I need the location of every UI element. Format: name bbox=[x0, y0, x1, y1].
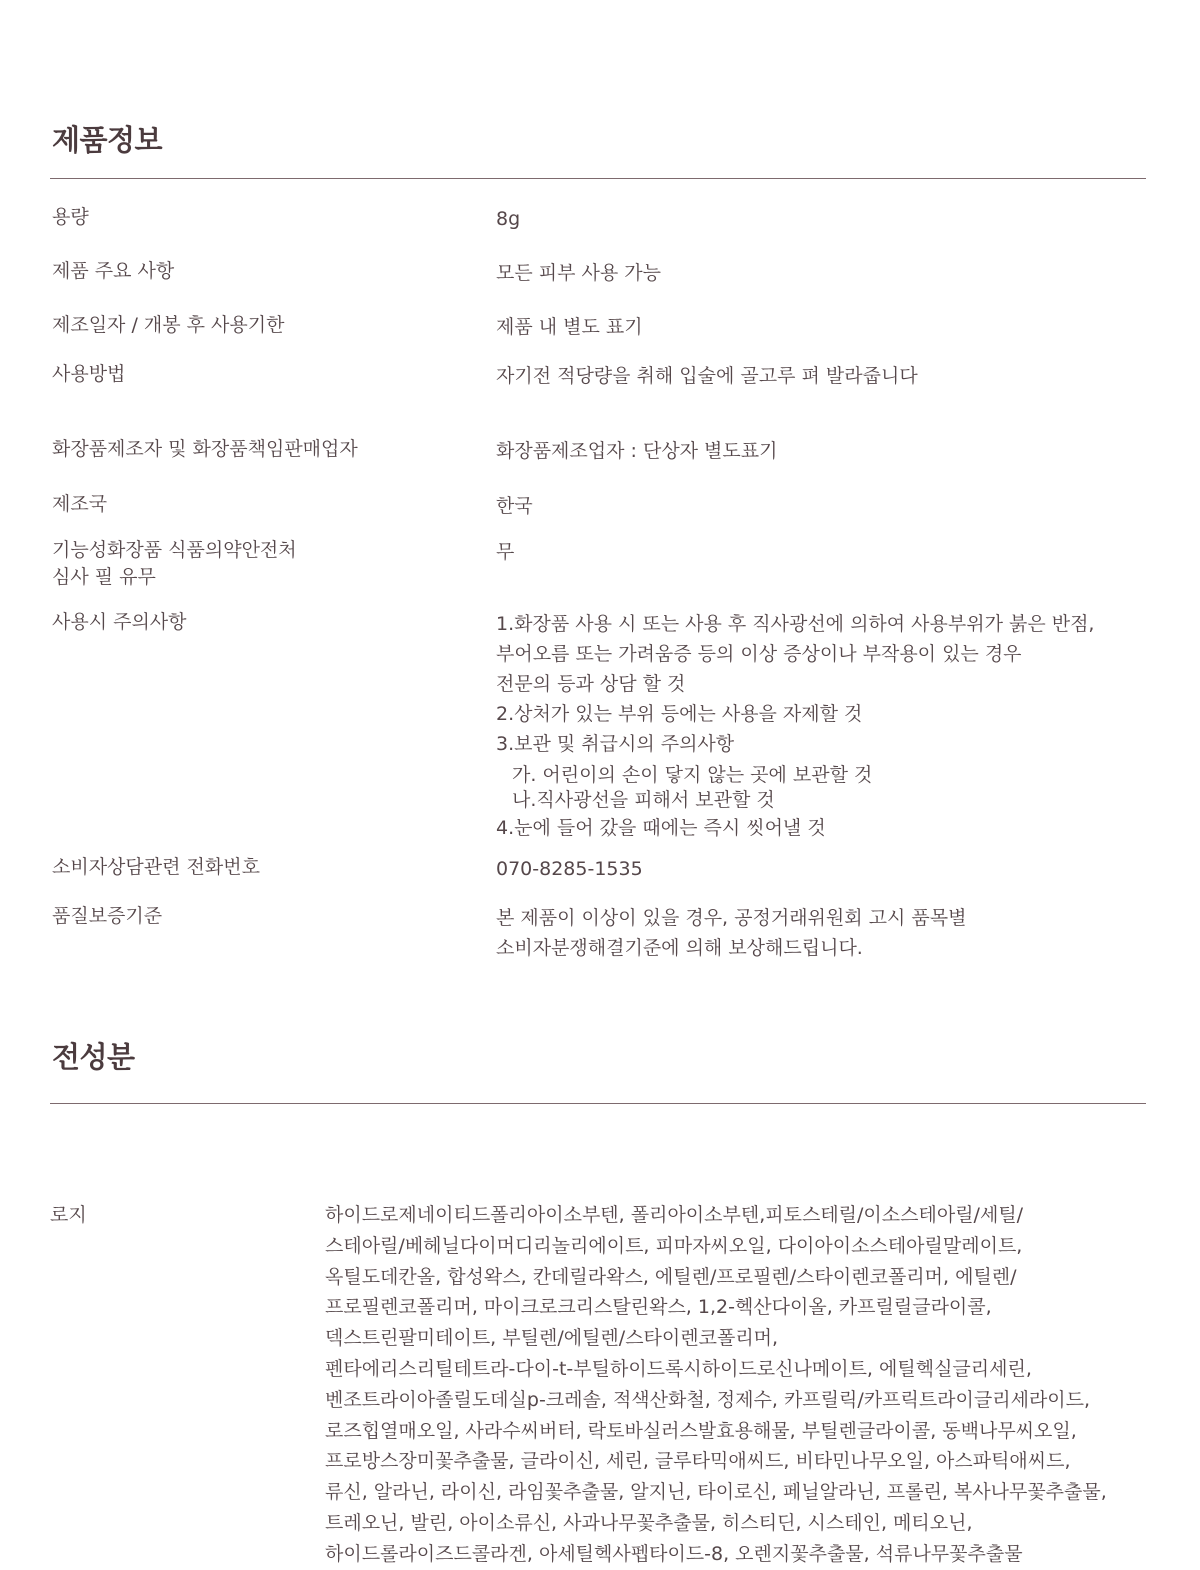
info-value-line: 제품 내 별도 표기 bbox=[496, 316, 643, 338]
info-label: 품질보증기준 bbox=[52, 905, 163, 927]
info-value-line: 모든 피부 사용 가능 bbox=[496, 262, 661, 284]
info-value-line: 자기전 적당량을 취해 입술에 골고루 펴 발라줍니다 bbox=[496, 365, 918, 387]
ingredients-product-label: 로지 bbox=[50, 1204, 87, 1226]
info-value bbox=[496, 609, 1156, 843]
ingredients-line: 펜타에리스리틸테트라-다이-t-부틸하이드록시하이드로신나메이트, 에틸헥실글리세린, bbox=[325, 1357, 1032, 1380]
precaution-line: 전문의 등과 상담 할 것 bbox=[496, 673, 686, 695]
phone-number: 070-8285-1535 bbox=[496, 858, 643, 880]
info-label: 소비자상담관련 전화번호 bbox=[52, 856, 260, 878]
ingredients-line: 스테아릴/베헤닐다이머디리놀리에이트, 피마자씨오일, 다이아이소스테아릴말레이트, bbox=[325, 1234, 1023, 1257]
info-value bbox=[496, 854, 1156, 884]
info-label: 제조국 bbox=[52, 493, 108, 515]
product-info-divider bbox=[50, 178, 1146, 179]
info-value-line: 본 제품이 이상이 있을 경우, 공정거래위원회 고시 품목별 bbox=[496, 907, 967, 929]
ingredients-line: 프로필렌코폴리머, 마이크로크리스탈린왁스, 1,2-헥산다이올, 카프릴릴글라이콜, bbox=[325, 1296, 992, 1319]
ingredients-title: 전성분 bbox=[52, 1040, 135, 1074]
info-label: 용량 bbox=[52, 206, 89, 228]
info-value bbox=[496, 312, 1156, 342]
info-value-line: 한국 bbox=[496, 495, 533, 517]
info-label: 사용방법 bbox=[52, 363, 126, 385]
info-value bbox=[496, 491, 1156, 521]
product-info-title: 제품정보 bbox=[52, 123, 163, 157]
info-value bbox=[496, 258, 1156, 288]
ingredients-line: 류신, 알라닌, 라이신, 라임꽃추출물, 알지닌, 타이로신, 페닐알라닌, 프롤린, 복사나무꽃추출물, bbox=[325, 1481, 1107, 1504]
precaution-line: 2.상처가 있는 부위 등에는 사용을 자제할 것 bbox=[496, 703, 863, 725]
info-label: 제조일자 / 개봉 후 사용기한 bbox=[52, 314, 285, 336]
precaution-subline: 나.직사광선을 피해서 보관할 것 bbox=[512, 789, 775, 811]
precaution-line: 부어오름 또는 가려움증 등의 이상 증상이나 부작용이 있는 경우 bbox=[496, 643, 1022, 665]
ingredients-line: 트레오닌, 발린, 아이소류신, 사과나무꽃추출물, 히스티딘, 시스테인, 메티오닌, bbox=[325, 1511, 973, 1534]
ingredients-line: 프로방스장미꽃추출물, 글라이신, 세린, 글루타믹애씨드, 비타민나무오일, 아스파틱애씨드, bbox=[325, 1450, 1071, 1473]
info-label-line: 기능성화장품 식품의약안전처 bbox=[52, 539, 297, 561]
precaution-subline: 가. 어린이의 손이 닿지 않는 곳에 보관할 것 bbox=[512, 764, 873, 786]
info-value-line: 소비자분쟁해결기준에 의해 보상해드립니다. bbox=[496, 937, 863, 959]
info-label bbox=[52, 537, 482, 591]
ingredients-list bbox=[325, 1200, 1155, 1570]
precaution-line: 4.눈에 들어 갔을 때에는 즉시 씻어낼 것 bbox=[496, 817, 826, 839]
precaution-line: 3.보관 및 취급시의 주의사항 bbox=[496, 733, 735, 755]
info-value-line: 화장품제조업자 : 단상자 별도표기 bbox=[496, 440, 778, 462]
info-value-line: 8g bbox=[496, 208, 521, 230]
info-value bbox=[496, 204, 1156, 234]
ingredients-line: 옥틸도데칸올, 합성왁스, 칸데릴라왁스, 에틸렌/프로필렌/스타이렌코폴리머, 에틸렌/ bbox=[325, 1265, 1017, 1288]
ingredients-line: 로즈힙열매오일, 사라수씨버터, 락토바실러스발효용해물, 부틸렌글라이콜, 동백나무씨오일, bbox=[325, 1419, 1077, 1442]
ingredients-line: 하이드로제네이티드폴리아이소부텐, 폴리아이소부텐,피토스테릴/이소스테아릴/세틸/ bbox=[325, 1204, 1024, 1226]
ingredients-line: 덱스트린팔미테이트, 부틸렌/에틸렌/스타이렌코폴리머, bbox=[325, 1327, 779, 1350]
precaution-line: 1.화장품 사용 시 또는 사용 후 직사광선에 의하여 사용부위가 붉은 반점, bbox=[496, 613, 1095, 635]
info-value bbox=[496, 537, 1156, 567]
info-value bbox=[496, 361, 1156, 391]
info-value-line: 무 bbox=[496, 541, 515, 563]
info-value bbox=[496, 903, 1156, 963]
info-label: 제품 주요 사항 bbox=[52, 260, 175, 282]
info-label: 사용시 주의사항 bbox=[52, 611, 187, 633]
info-value bbox=[496, 436, 1156, 466]
info-label-line: 심사 필 유무 bbox=[52, 566, 156, 588]
ingredients-line: 하이드롤라이즈드콜라겐, 아세틸헥사펩타이드-8, 오렌지꽃추출물, 석류나무꽃추출물 bbox=[325, 1542, 1023, 1565]
ingredients-divider bbox=[50, 1103, 1146, 1104]
ingredients-line: 벤조트라이아졸릴도데실p-크레솔, 적색산화철, 정제수, 카프릴릭/카프릭트라이글리세라이드, bbox=[325, 1388, 1091, 1411]
info-label: 화장품제조자 및 화장품책임판매업자 bbox=[52, 438, 358, 460]
